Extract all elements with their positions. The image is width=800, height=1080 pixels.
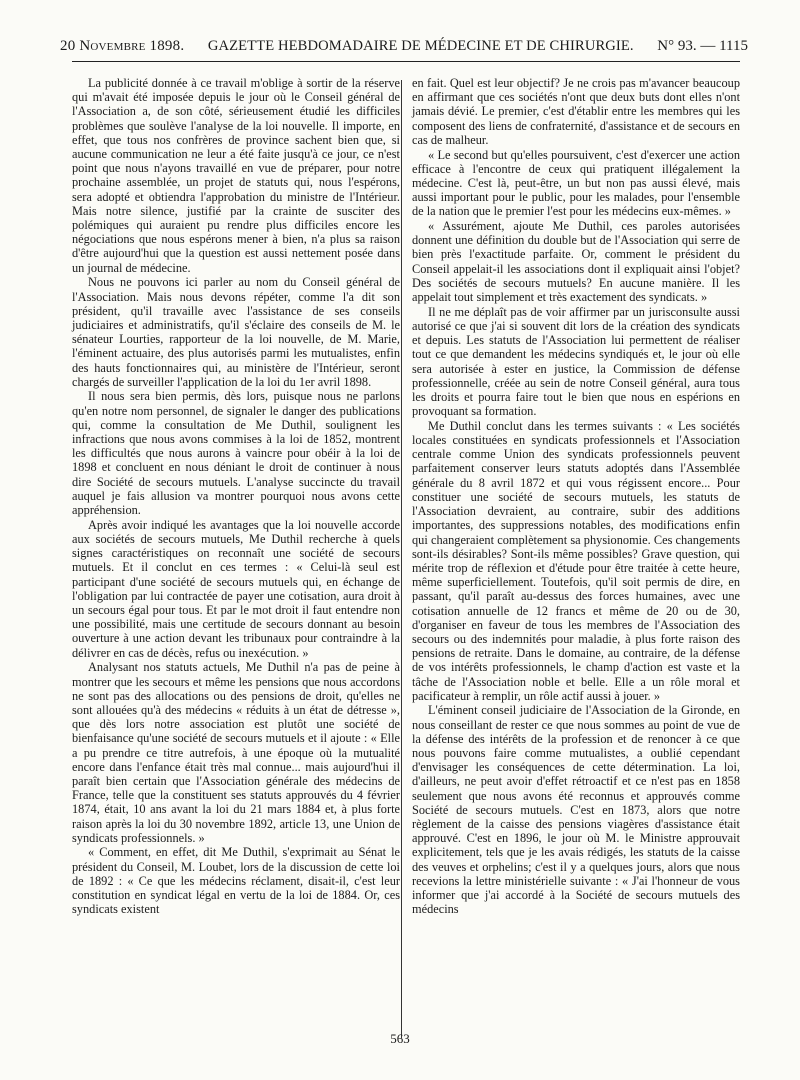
paragraph: Après avoir indiqué les avantages que la loi nouvelle accorde aux sociétés de secours mutuels, Me Duthil recherche à quels signes caractéristiques on reconnaît une société de secours mutuels. Et il conclut en ces termes : « Celui-là seul est participant d'une société de secours mutuels qui, en échange de l'obligation par lui contractée de payer une cotisation, aura droit à un secours égal pour tous. Et par le mot droit il faut entendre non une possibilité, mais une certitude de secours donnant au besoin ouverture à une action devant les tribunaux pour contraindre à la délivrer en cas de décès, refus ou inexécution. » xyxy=(72,517,400,660)
left-column xyxy=(72,76,400,916)
journal-title: GAZETTE HEBDOMADAIRE DE MÉDECINE ET DE CHIRURGIE. xyxy=(207,38,634,54)
paragraph: « Assurément, ajoute Me Duthil, ces paroles autorisées donnent une définition du double but de l'Association qui serre de bien près l'exactitude parfaite. Or, comment le président du Conseil appelait-il les associations dont il expliquait ainsi l'objet? Des sociétés de secours mutuels? En aucune manière. Il les appelait tout simplement et très exactement des syndicats. » xyxy=(412,219,740,305)
issue-page-number: N° 93. — 1115 xyxy=(657,38,748,54)
paragraph: Il ne me déplaît pas de voir affirmer par un jurisconsulte aussi autorisé ce que j'ai si souvent dit lors de la création des syndicats et depuis. Les statuts de l'Association lui permettent de réaliser tout ce que demandent les médecins syndiqués et, le jour où elle sera autorisée à ester en justice, la Commission de défense professionnelle, créée au sein de notre Conseil général, aura tous les droits et pourra faire tout le bien que nous en espérions en provoquant sa formation. xyxy=(412,304,740,419)
right-column xyxy=(412,76,740,916)
page-folio: 563 xyxy=(390,1031,410,1046)
paragraph: L'éminent conseil judiciaire de l'Association de la Gironde, en nous conseillant de rester ce que nous sommes au point de vue de la défense des intérêts de la profession et de renoncer à ce que nous pouvons faire comme mutualistes, a oublié cependant d'envisager les conséquences de cette détermination. La loi, d'ailleurs, ne peut avoir d'effet rétroactif et ce n'est pas en 1858 seulement que nous avons été reconnus et approuvés comme Société de secours mutuels. C'est en 1873, alors que notre règlement de la caisse des pensions viagères d'assistance était approuvé. C'est en 1896, le jour où M. le Ministre approuvait explicitement, tels que je les avais rédigés, les statuts de la caisse des veuves et orphelins; c'est il y a quelques jours, alors que nous recevions la lettre ministérielle suivante : « J'ai l'honneur de vous informer que j'ai accordé à la Société de secours mutuels des médecins xyxy=(412,703,740,917)
running-head xyxy=(60,38,748,55)
paragraph: Nous ne pouvons ici parler au nom du Conseil général de l'Association. Mais nous devons répéter, comme l'a dit son président, qu'il travaille avec l'assistance de ses conseils judiciaires et administratifs, qu'il s'éclaire des conseils de M. le sénateur Lourties, rapporteur de la loi nouvelle, de M. Marie, l'éminent actuaire, des plus autorisés parmi les mutualistes, enfin des hauts fonctionnaires qui, au ministère de l'Intérieur, seront chargés de surveiller l'application de la loi du 1er avril 1898. xyxy=(72,275,400,389)
paragraph: Il nous sera bien permis, dès lors, puisque nous ne parlons qu'en notre nom personnel, de signaler le danger des publications qui, comme la consultation de Me Duthil, soulignent les infractions que nous avons commises à la loi de 1852, montrent les difficultés que nous aurons à vaincre pour obéir à la loi de 1898 et concluent en nous déniant le droit de continuer à nous dire Société de secours mutuels. L'analyse succincte du travail auquel je fais allusion va montrer pourquoi nous avons cette appréhension. xyxy=(72,389,400,518)
paragraph: La publicité donnée à ce travail m'oblige à sortir de la réserve qui m'avait été imposée depuis le jour où le Conseil général de l'Association a, de son côté, sérieusement étudié les difficiles problèmes que soulève l'analyse de la loi nouvelle. Il importe, en effet, que tous nos confrères de province sachent bien que, si aucune communication ne leur a été faite jusqu'à ce jour, ce n'est point que nous n'ayons travaillé en vue de préparer, pour notre prochaine assemblée, un projet de statuts qui, nous l'espérons, sera adopté et obtiendra l'approbation du ministre de l'Intérieur. Mais notre silence, justifié par la crainte de susciter des polémiques qui auraient pu rendre plus difficiles encore les négociations que nous espérons mener à bien, n'a plus sa raison d'être aujourd'hui que la question est aussi nettement posée dans un journal de médecine. xyxy=(72,76,400,275)
paragraph-continued: en fait. Quel est leur objectif? Je ne crois pas m'avancer beaucoup en affirmant que ces sociétés n'ont que deux buts dont elles n'ont jamais dévié. Le premier, c'est d'établir entre les membres qui les composent des liens de confraternité, d'assistance et de secours en cas de malheur. xyxy=(412,76,740,147)
column-divider xyxy=(401,80,402,1038)
paragraph: « Comment, en effet, dit Me Duthil, s'exprimait au Sénat le président du Conseil, M. Loubet, lors de la discussion de cette loi de 1892 : « Ce que les médecins réclament, disait-il, c'est leur constitution en syndicat légal en vertu de la loi de 1884. Or, ces syndicats existent xyxy=(72,845,400,917)
paragraph: « Le second but qu'elles poursuivent, c'est d'exercer une action efficace à l'encontre de ceux qui pratiquent illégalement la médecine. C'est là, peut-être, un but non pas aussi élevé, mais aussi important pour le public, pour les malades, pour l'ensemble de la nation que le premier l'est pour les médecins eux-mêmes. » xyxy=(412,147,740,219)
paragraph: Analysant nos statuts actuels, Me Duthil n'a pas de peine à montrer que les secours et même les pensions que nous accordons ne sont pas des allocations ou des pensions de droit, qu'elles ne sont allouées qu'à des médecins « réduits à un état de détresse », que dès lors notre association est plutôt une société de bienfaisance qu'une société de secours mutuels et il ajoute : « Elle a pu prendre ce titre autrefois, à une époque où la mutualité encore dans l'enfance était très mal connue... mais aujourd'hui il paraît bien certain que l'Association générale des médecins de France, telle que la constituent ses statuts approuvés du 4 février 1874, était, 10 ans avant la loi du 21 mars 1884 et, à plus forte raison après la loi du 30 novembre 1892, article 13, une Union de syndicats professionnels. » xyxy=(72,660,400,845)
header-date: 20 Novembre 1898. xyxy=(60,38,185,54)
paragraph: Me Duthil conclut dans les termes suivants : « Les sociétés locales constituées en syndicats professionnels et l'Association centrale comme Union des syndicats professionnels peuvent parfaitement conserver leurs statuts adoptés dans l'Assemblée générale du 8 avril 1872 et qui vous régissent encore... Pour constituer une société de secours mutuels, les statuts de l'Association devraient, au contraire, subir des additions importantes, des suppressions notables, des modifications enfin qui changeraient complètement sa physionomie. Ces changements sont-ils désirables? Sont-ils même possibles? Grave question, qui mérite trop de réflexion et d'étude pour être traitée à cette heure, même superficiellement. Toutefois, qu'il soit permis de dire, en passant, qu'il paraît au-dessus des forces humaines, avec une cotisation annuelle de 12 francs et même de 20 ou de 30, d'organiser en faveur de tous les membres de l'Association des secours ou des indemnités pour maladie, à plus forte raison des pensions de retraite. Dans le domaine, au contraire, de la défense de vos intérêts professionnels, le champ d'action est vaste et la tâche de l'Association noble et belle. Elle a un rôle moral et pacificateur à remplir, un rôle actif aussi à jouer. » xyxy=(412,418,740,703)
header-rule xyxy=(72,61,740,62)
